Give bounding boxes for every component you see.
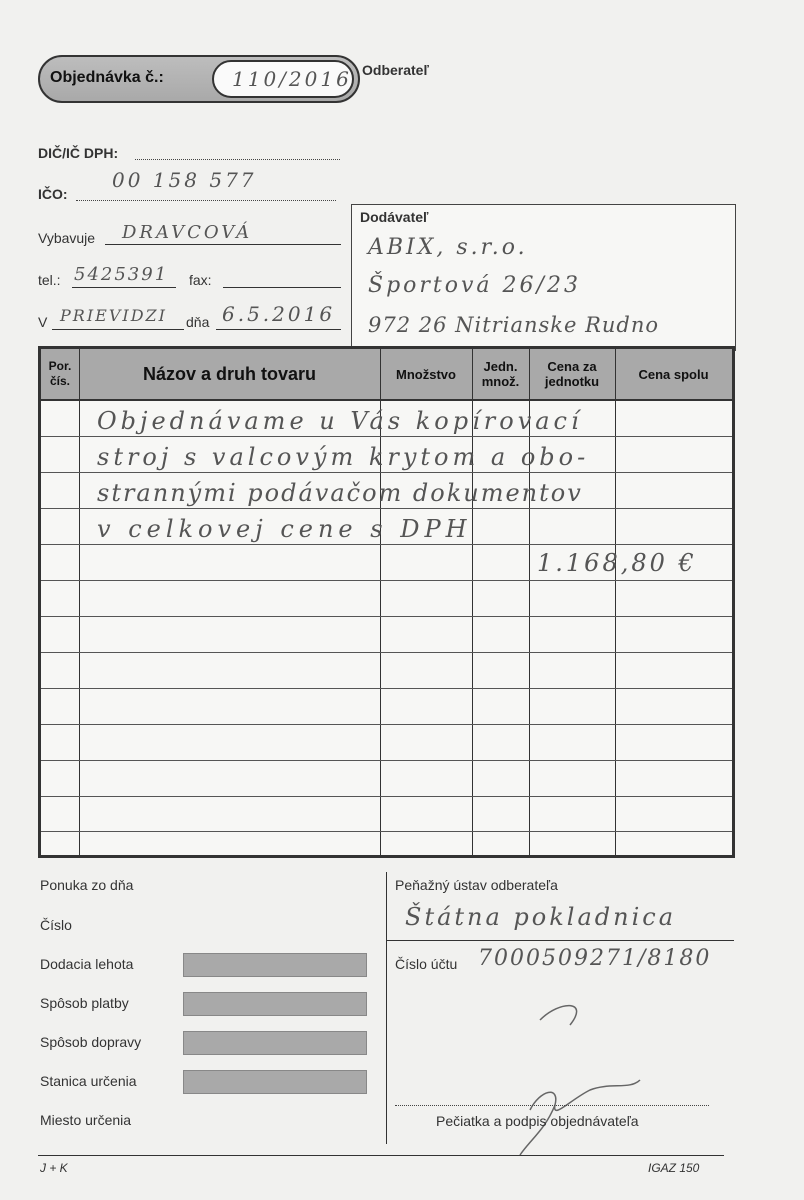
footer-line xyxy=(38,1155,724,1156)
supplier-line-1: ABIX, s.r.o. xyxy=(368,235,528,260)
place-line[interactable] xyxy=(52,329,184,330)
header-item-name: Názov a druh tovaru xyxy=(142,363,317,384)
transport-label: Spôsob dopravy xyxy=(40,1034,142,1050)
transport-field[interactable] xyxy=(183,1031,367,1055)
delivery-field[interactable] xyxy=(183,953,367,977)
order-number-value: 110/2016 xyxy=(232,67,352,91)
date-line[interactable] xyxy=(216,329,341,330)
account-label: Číslo účtu xyxy=(395,956,458,972)
dic-label: DIČ/IČ DPH: xyxy=(38,145,119,161)
footer-right: IGAZ 150 xyxy=(648,1161,700,1175)
order-label: Objednávka č.: xyxy=(50,69,164,86)
supplier-line-2: Športová 26/23 xyxy=(368,273,581,298)
row-divider xyxy=(41,724,732,725)
item-line-3: strannými podávačom dokumentov xyxy=(97,479,583,507)
tel-line[interactable] xyxy=(72,287,176,288)
row-divider xyxy=(41,508,732,509)
number-label: Číslo xyxy=(40,917,72,933)
ico-label: IČO: xyxy=(38,186,68,202)
account-value: 7000509271/8180 xyxy=(478,946,712,971)
bank-label: Peňažný ústav odberateľa xyxy=(395,877,558,893)
items-table xyxy=(38,346,735,858)
signature-line[interactable] xyxy=(395,1105,709,1106)
item-line-2: stroj s valcovým krytom a obo- xyxy=(97,443,590,471)
fax-line[interactable] xyxy=(223,287,341,288)
item-total-value: 1.168,80 € xyxy=(537,549,697,577)
order-number-box xyxy=(38,55,360,103)
ico-value: 00 158 577 xyxy=(112,168,257,192)
customer-label: Odberateľ xyxy=(362,62,429,78)
payment-field[interactable] xyxy=(183,992,367,1016)
signature-scribble xyxy=(500,990,660,1160)
bank-underline xyxy=(386,940,734,941)
col-divider xyxy=(79,349,80,855)
date-label: dňa xyxy=(186,314,210,330)
supplier-box xyxy=(351,204,736,351)
header-position: Por. čís. xyxy=(48,359,72,388)
dic-line[interactable] xyxy=(135,159,340,160)
destination-label: Miesto určenia xyxy=(40,1112,132,1128)
ico-line[interactable] xyxy=(76,200,336,201)
handled-by-line[interactable] xyxy=(105,244,341,245)
supplier-line-3: 972 26 Nitrianske Rudno xyxy=(368,313,660,337)
offer-date-label: Ponuka zo dňa xyxy=(40,877,134,893)
row-divider xyxy=(41,688,732,689)
row-divider xyxy=(41,544,732,545)
row-divider xyxy=(41,616,732,617)
signature-label: Pečiatka a podpis objednávateľa xyxy=(436,1113,639,1129)
bottom-divider xyxy=(386,872,387,1144)
header-quantity: Množstvo xyxy=(396,366,456,382)
table-header xyxy=(41,349,732,401)
row-divider xyxy=(41,796,732,797)
header-unit-price: Cena za jednotku xyxy=(544,359,600,389)
row-divider xyxy=(41,472,732,473)
row-divider xyxy=(41,436,732,437)
delivery-label: Dodacia lehota xyxy=(40,956,134,972)
station-field[interactable] xyxy=(183,1070,367,1094)
col-divider xyxy=(615,349,616,855)
row-divider xyxy=(41,831,732,832)
tel-label: tel.: xyxy=(38,272,61,288)
handled-by-label: Vybavuje xyxy=(38,230,96,246)
tel-value: 5425391 xyxy=(74,264,169,285)
supplier-label: Dodávateľ xyxy=(360,209,429,225)
header-unit: Jedn. množ. xyxy=(481,359,520,389)
row-divider xyxy=(41,652,732,653)
header-total-price: Cena spolu xyxy=(638,366,709,382)
item-line-4: v celkovej cene s DPH xyxy=(97,515,472,543)
row-divider xyxy=(41,760,732,761)
station-label: Stanica určenia xyxy=(40,1073,137,1089)
payment-label: Spôsob platby xyxy=(40,995,129,1011)
handled-by-value: DRAVCOVÁ xyxy=(122,222,253,243)
row-divider xyxy=(41,580,732,581)
item-line-1: Objednávame u Vás kopírovací xyxy=(97,407,583,435)
date-value: 6.5.2016 xyxy=(222,302,336,326)
order-number-field[interactable] xyxy=(212,60,354,98)
place-value: PRIEVIDZI xyxy=(60,306,167,325)
fax-label: fax: xyxy=(189,272,212,288)
bank-value: Štátna pokladnica xyxy=(405,903,677,931)
place-label: V xyxy=(38,314,48,330)
footer-left: J + K xyxy=(40,1161,68,1175)
